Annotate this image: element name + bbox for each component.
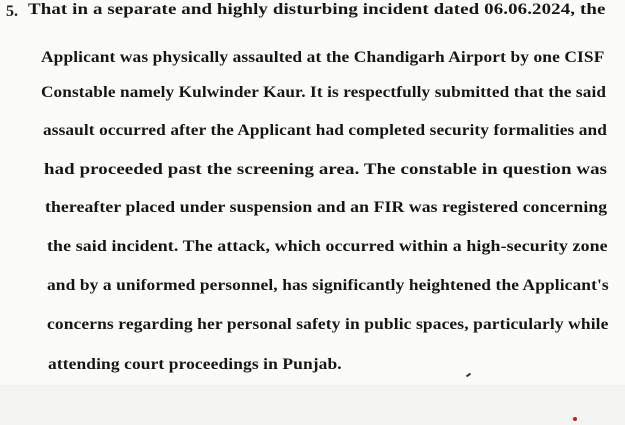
paragraph-number: 5. xyxy=(6,3,18,20)
text-line: the said incident. The attack, which occurred within a high-security zone xyxy=(47,238,608,255)
red-dot-mark xyxy=(573,417,577,421)
text-line: had proceeded past the screening area. The constable in question was xyxy=(44,161,608,178)
text-line: attending court proceedings in Punjab. xyxy=(48,356,342,373)
text-line: thereafter placed under suspension and an FIR was registered concerning xyxy=(45,199,608,216)
text-line: assault occurred after the Applicant had completed security formalities and xyxy=(43,122,607,139)
text-line: concerns regarding her personal safety in public spaces, particularly while xyxy=(47,316,609,333)
text-line: Applicant was physically assaulted at the Chandigarh Airport by one CISF xyxy=(41,49,605,66)
text-line: That in a separate and highly disturbing incident dated 06.06.2024, the xyxy=(28,1,606,18)
text-line: Constable namely Kulwinder Kaur. It is respectfully submitted that the said xyxy=(41,84,607,101)
text-line: and by a uniformed personnel, has significantly heightened the Applicant's xyxy=(47,277,609,294)
